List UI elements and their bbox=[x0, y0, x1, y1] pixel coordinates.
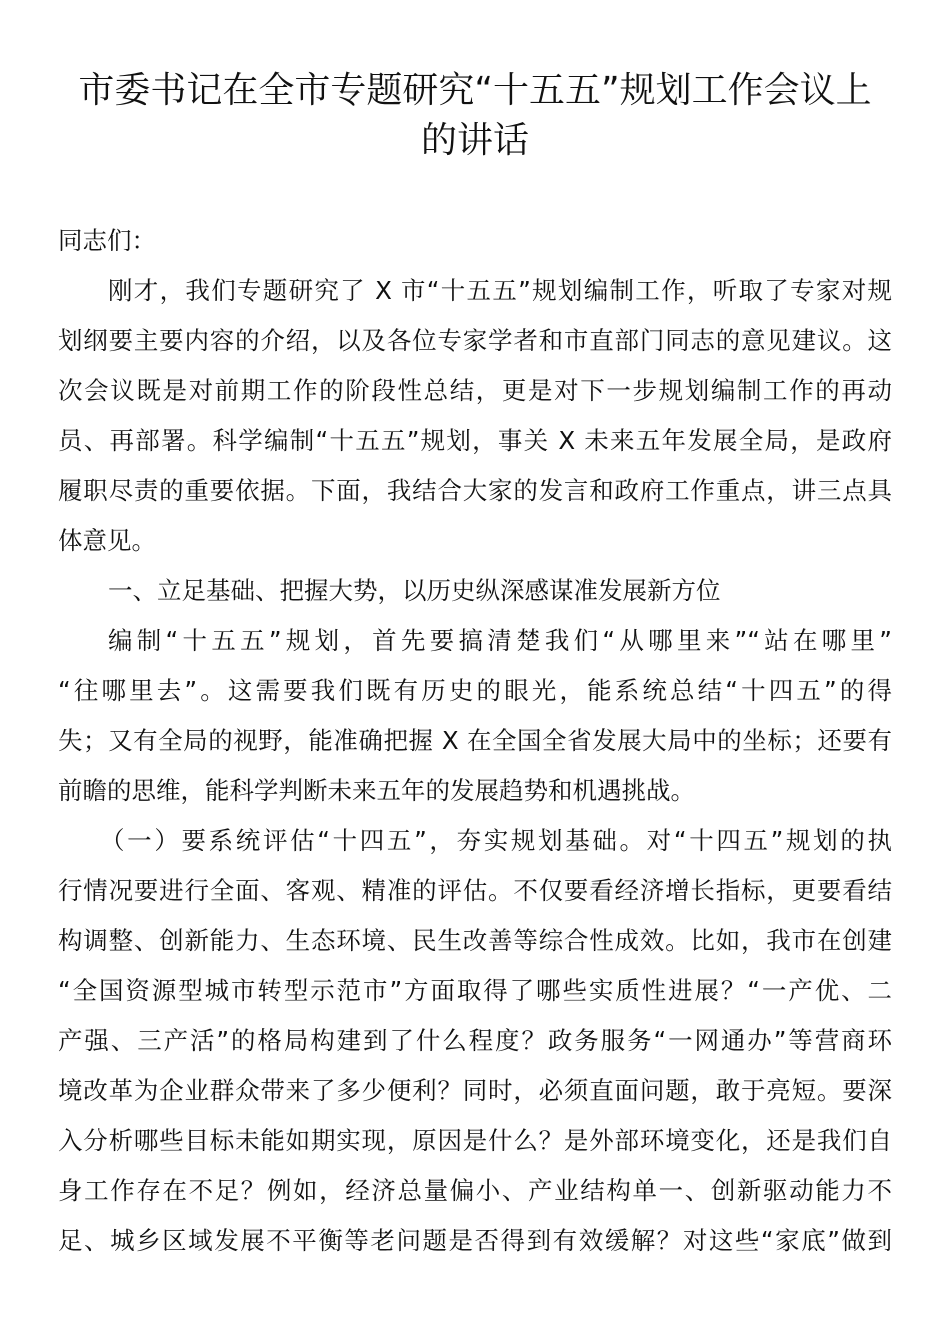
text-line: 编制“十五五”规划，首先要搞清楚我们“从哪里来”“站在哪里” bbox=[108, 626, 892, 655]
document-title bbox=[58, 66, 892, 166]
text-line: 刚才，我们专题研究了 X 市“十五五”规划编制工作，听取了专家对规 bbox=[108, 276, 892, 305]
paragraph-intro bbox=[58, 266, 892, 566]
text-line: “全国资源型城市转型示范市”方面取得了哪些实质性进展？“一产优、二 bbox=[58, 976, 892, 1005]
text-line: 员、再部署。科学编制“十五五”规划，事关 X 未来五年发展全局，是政府 bbox=[58, 426, 892, 455]
text-line: 产强、三产活”的格局构建到了什么程度？政务服务“一网通办”等营商环 bbox=[58, 1026, 892, 1055]
text-line: 行情况要进行全面、客观、精准的评估。不仅要看经济增长指标，更要看结 bbox=[58, 876, 892, 905]
text-line: 入分析哪些目标未能如期实现，原因是什么？是外部环境变化，还是我们自 bbox=[58, 1126, 892, 1155]
title-line-2: 的讲话 bbox=[420, 120, 529, 161]
text-line: 构调整、创新能力、生态环境、民生改善等综合性成效。比如，我市在创建 bbox=[58, 926, 892, 955]
text-line: 身工作存在不足？例如，经济总量偏小、产业结构单一、创新驱动能力不 bbox=[58, 1176, 892, 1205]
text-line: 失；又有全局的视野，能准确把握 X 在全国全省发展大局中的坐标；还要有 bbox=[58, 726, 892, 755]
text-line: 划纲要主要内容的介绍，以及各位专家学者和市直部门同志的意见建议。这 bbox=[58, 326, 892, 355]
document-body bbox=[58, 216, 892, 1266]
text-line: 次会议既是对前期工作的阶段性总结，更是对下一步规划编制工作的再动 bbox=[58, 376, 892, 405]
paragraph-section-1-intro bbox=[58, 616, 892, 816]
text-line: （一）要系统评估“十四五”，夯实规划基础。对“十四五”规划的执 bbox=[100, 826, 892, 855]
title-line-1: 市委书记在全市专题研究“十五五”规划工作会议上 bbox=[78, 70, 872, 111]
paragraph-subsection-1-1 bbox=[58, 816, 892, 1266]
text-line: 体意见。 bbox=[58, 526, 156, 555]
text-line: 履职尽责的重要依据。下面，我结合大家的发言和政府工作重点，讲三点具 bbox=[58, 476, 892, 505]
text-line: 境改革为企业群众带来了多少便利？同时，必须直面问题，敢于亮短。要深 bbox=[58, 1076, 892, 1105]
salutation: 同志们： bbox=[58, 226, 156, 255]
section-heading-1 bbox=[58, 566, 892, 616]
text-line: “往哪里去”。这需要我们既有历史的眼光，能系统总结“十四五”的得 bbox=[58, 676, 892, 705]
heading-text: 一、立足基础、把握大势，以历史纵深感谋准发展新方位 bbox=[108, 576, 721, 605]
text-line: 前瞻的思维，能科学判断未来五年的发展趋势和机遇挑战。 bbox=[58, 776, 695, 805]
text-line: 足、城乡区域发展不平衡等老问题是否得到有效缓解？对这些“家底”做到 bbox=[58, 1226, 892, 1255]
